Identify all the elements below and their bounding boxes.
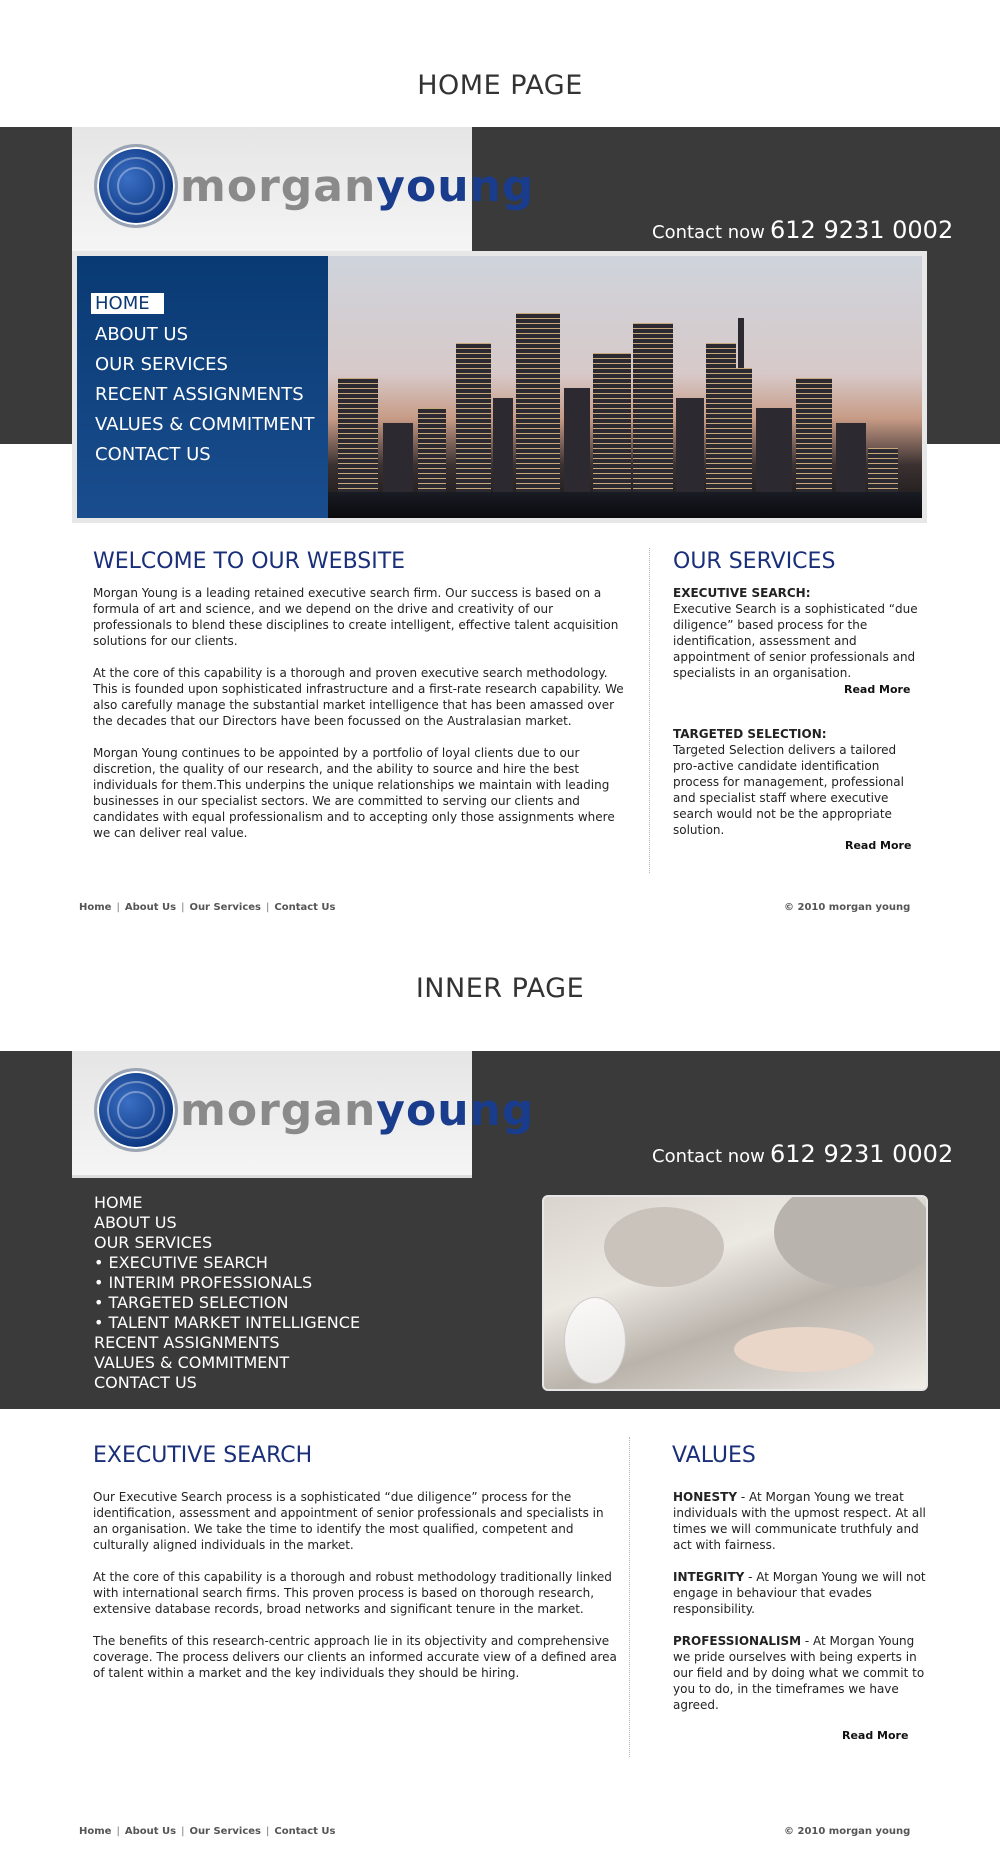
executive-search-title: EXECUTIVE SEARCH [93, 1443, 313, 1468]
logo-globe-icon [94, 1068, 178, 1152]
inner-subnav-talent-market-intelligence[interactable]: • TALENT MARKET INTELLIGENCE [94, 1313, 361, 1332]
value-integrity: INTEGRITY - At Morgan Young we will not engage in behaviour that evades responsibility. [673, 1570, 926, 1616]
executive-search-body: Our Executive Search process is a sophisticated “due diligence” process for the identification, assessment and appointment of senior professionals and specialists in an organisation. We take the time to identify the most qualified, competent and culturally aligned individuals in the market. At the core of this capability is a thorough and robust methodology traditionally linked with international search firms. This proven process is based on thorough research, extensive database records, broad networks and significant tenure in the market. The benefits of this research-centric approach lie in its objectivity and comprehensive coverage. The process delivers our clients an informed accurate view of a defined area of talent within a market and the key individuals they should be hiring. [93, 1490, 617, 1680]
inner-nav-values-commitment[interactable]: VALUES & COMMITMENT [94, 1353, 290, 1372]
service-executive-search: EXECUTIVE SEARCH: Executive Search is a sophisticated “due diligence” based process for the identification, assessment and appointment of senior professionals and specialists in an organisation. [673, 586, 918, 680]
value-professionalism: PROFESSIONALISM - At Morgan Young we pride ourselves with being experts in our field and by doing what we commit to you to do, in the timeframes we have agreed. [673, 1634, 925, 1712]
inner-subnav-targeted-selection[interactable]: • TARGETED SELECTION [94, 1293, 289, 1312]
inner-subnav-executive-search[interactable]: • EXECUTIVE SEARCH [94, 1253, 268, 1272]
nav-contact-us[interactable]: CONTACT US [95, 444, 211, 465]
inner-section-title: INNER PAGE [415, 973, 585, 1004]
inner-contact-phone[interactable]: Contact now 612 9231 0002 [652, 1140, 954, 1168]
inner-column-divider [629, 1437, 630, 1757]
footer-link-about-us[interactable]: About Us [124, 1826, 177, 1837]
footer-link-our-services[interactable]: Our Services [189, 1826, 261, 1837]
home-main-nav [77, 256, 328, 518]
footer-link-contact-us[interactable]: Contact Us [274, 902, 336, 913]
welcome-title: WELCOME TO OUR WEBSITE [93, 549, 406, 574]
service-targeted-selection: TARGETED SELECTION: Targeted Selection delivers a tailored pro-active candidate identification process for management, professional and specialist staff where executive search would not be the appropriate solution. [673, 727, 904, 837]
value-honesty: HONESTY - At Morgan Young we treat individuals with the upmost respect. At all times we will communicate truthfuly and act with fairness. [673, 1490, 926, 1552]
home-logo-box[interactable] [72, 127, 535, 254]
logo-wordmark: morganyoung [180, 161, 535, 212]
inner-main-nav [94, 1193, 360, 1393]
home-section-title: HOME PAGE [417, 70, 583, 101]
home-column-divider [649, 548, 650, 873]
values-title: VALUES [672, 1443, 756, 1468]
inner-logo-box[interactable] [72, 1051, 535, 1178]
inner-subnav-interim-professionals[interactable]: • INTERIM PROFESSIONALS [94, 1273, 313, 1292]
nav-our-services[interactable]: OUR SERVICES [95, 354, 228, 375]
footer-link-home[interactable]: Home [79, 902, 112, 913]
nav-recent-assignments[interactable]: RECENT ASSIGNMENTS [95, 384, 304, 405]
footer-link-our-services[interactable]: Our Services [189, 902, 261, 913]
nav-home[interactable]: HOME [91, 293, 164, 314]
home-contact-phone[interactable]: Contact now 612 9231 0002 [652, 216, 954, 244]
home-footer-links: Home | About Us | Our Services | Contact Us [79, 902, 336, 913]
values-body [673, 1489, 928, 1729]
welcome-body: Morgan Young is a leading retained executive search firm. Our success is based on a formula of art and science, and we depend on the drive and creativity of our professionals to blend these disciplines to create intelligent, effective talent acquisition solutions for our clients. At the core of this capability is a thorough and proven executive search methodology. This is founded upon sophisticated infrastructure and a first-rate research capability. We also carefully manage the substantial market intelligence that has been amassed over the decades that our Directors have been focussed on the Australasian market. Morgan Young continues to be appointed by a portfolio of loyal clients due to our discretion, the quality of our research, and the ability to source and hire the best individuals for them.This underpins the unique relationships we maintain with leading businesses in our specialist sectors. We are committed to serving our clients and candidates with equal professionalism and to accepting only those assignments where we can deliver real value. [93, 586, 624, 840]
logo-wordmark: morganyoung [180, 1085, 535, 1136]
nav-about-us[interactable]: ABOUT US [95, 324, 189, 345]
home-copyright: © 2010 morgan young [784, 902, 911, 913]
inner-nav-contact-us[interactable]: CONTACT US [94, 1373, 197, 1392]
city-skyline-image [328, 256, 922, 518]
meeting-photo-image [542, 1195, 928, 1391]
inner-nav-about-us[interactable]: ABOUT US [94, 1213, 177, 1232]
logo-globe-icon [94, 144, 178, 228]
nav-values-commitment[interactable]: VALUES & COMMITMENT [95, 414, 315, 435]
footer-link-home[interactable]: Home [79, 1826, 112, 1837]
inner-copyright: © 2010 morgan young [784, 1826, 911, 1837]
our-services-title: OUR SERVICES [673, 549, 836, 574]
read-more-values[interactable]: Read More [842, 1729, 909, 1742]
inner-footer-links: Home | About Us | Our Services | Contact Us [79, 1826, 336, 1837]
footer-link-about-us[interactable]: About Us [124, 902, 177, 913]
footer-link-contact-us[interactable]: Contact Us [274, 1826, 336, 1837]
read-more-targeted-selection[interactable]: Read More [845, 839, 912, 852]
read-more-executive-search[interactable]: Read More [844, 683, 911, 696]
inner-nav-our-services[interactable]: OUR SERVICES [94, 1233, 213, 1252]
inner-nav-home[interactable]: HOME [94, 1193, 143, 1212]
inner-nav-recent-assignments[interactable]: RECENT ASSIGNMENTS [94, 1333, 280, 1352]
